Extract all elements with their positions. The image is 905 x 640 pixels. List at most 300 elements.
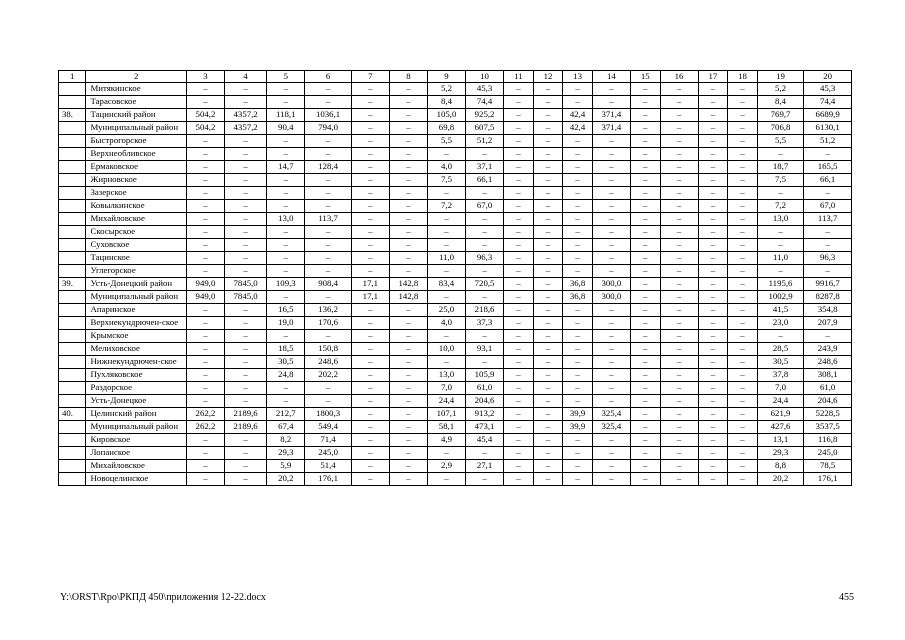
table-cell: 245,0: [305, 447, 352, 460]
table-cell: –: [563, 460, 593, 473]
row-name: Зазерское: [86, 187, 186, 200]
table-cell: 71,4: [305, 434, 352, 447]
table-cell: 300,0: [592, 291, 630, 304]
table-cell: –: [630, 356, 660, 369]
table-cell: 5,2: [757, 83, 804, 96]
table-cell: –: [698, 330, 728, 343]
table-cell: 300,0: [592, 278, 630, 291]
table-cell: –: [728, 395, 758, 408]
table-cell: 245,0: [804, 447, 852, 460]
table-cell: –: [660, 252, 698, 265]
table-cell: 212,7: [267, 408, 305, 421]
table-cell: 262,2: [186, 421, 224, 434]
table-cell: 8,4: [757, 96, 804, 109]
row-number: [59, 252, 86, 265]
table-row: [59, 304, 852, 317]
table-cell: –: [660, 161, 698, 174]
table-cell: 142,8: [389, 291, 427, 304]
table-cell: –: [698, 174, 728, 187]
table-cell: –: [533, 187, 563, 200]
table-cell: –: [504, 109, 534, 122]
table-cell: 20,2: [757, 473, 804, 486]
table-cell: –: [186, 252, 224, 265]
table-cell: 2,9: [427, 460, 465, 473]
table-cell: 30,5: [757, 356, 804, 369]
table-cell: 109,3: [267, 278, 305, 291]
table-cell: –: [533, 83, 563, 96]
table-cell: –: [660, 200, 698, 213]
table-cell: –: [660, 330, 698, 343]
table-cell: –: [224, 83, 266, 96]
row-number: [59, 200, 86, 213]
table-cell: –: [592, 460, 630, 473]
table-cell: –: [533, 226, 563, 239]
row-name: Лопанское: [86, 447, 186, 460]
table-cell: –: [698, 213, 728, 226]
row-number: [59, 395, 86, 408]
table-cell: –: [728, 174, 758, 187]
table-row: [59, 239, 852, 252]
table-cell: –: [224, 330, 266, 343]
row-name: Муниципальный район: [86, 421, 186, 434]
table-cell: –: [533, 265, 563, 278]
table-cell: –: [630, 434, 660, 447]
table-cell: –: [427, 447, 465, 460]
table-cell: –: [305, 239, 352, 252]
table-cell: –: [630, 122, 660, 135]
table-cell: 66,1: [466, 174, 504, 187]
table-cell: –: [389, 408, 427, 421]
table-cell: –: [533, 122, 563, 135]
table-row: [59, 330, 852, 343]
table-cell: –: [186, 135, 224, 148]
table-cell: –: [563, 96, 593, 109]
table-cell: 949,0: [186, 278, 224, 291]
table-cell: 37,3: [466, 317, 504, 330]
table-cell: 549,4: [305, 421, 352, 434]
table-cell: –: [630, 447, 660, 460]
table-cell: –: [466, 239, 504, 252]
table-cell: –: [389, 187, 427, 200]
table-cell: –: [563, 304, 593, 317]
table-cell: –: [660, 421, 698, 434]
table-cell: 165,5: [804, 161, 852, 174]
table-cell: 2189,6: [224, 408, 266, 421]
table-cell: –: [592, 304, 630, 317]
table-cell: –: [305, 382, 352, 395]
table-cell: –: [305, 200, 352, 213]
row-name: Ермаковское: [86, 161, 186, 174]
table-cell: –: [466, 213, 504, 226]
table-cell: 207,9: [804, 317, 852, 330]
column-header: 7: [351, 71, 389, 83]
table-cell: –: [630, 473, 660, 486]
table-cell: –: [466, 447, 504, 460]
table-cell: –: [533, 369, 563, 382]
table-cell: –: [804, 187, 852, 200]
table-cell: –: [660, 460, 698, 473]
column-header: 12: [533, 71, 563, 83]
table-cell: –: [305, 148, 352, 161]
table-cell: 1195,6: [757, 278, 804, 291]
table-cell: –: [563, 187, 593, 200]
table-cell: –: [351, 356, 389, 369]
table-cell: –: [224, 395, 266, 408]
table-cell: –: [698, 395, 728, 408]
table-cell: –: [186, 83, 224, 96]
table-cell: –: [698, 356, 728, 369]
table-cell: –: [698, 109, 728, 122]
table-row: [59, 395, 852, 408]
table-cell: 371,4: [592, 109, 630, 122]
table-cell: –: [728, 473, 758, 486]
table-cell: 66,1: [804, 174, 852, 187]
table-cell: –: [630, 252, 660, 265]
table-cell: –: [389, 265, 427, 278]
table-cell: –: [728, 96, 758, 109]
table-cell: 371,4: [592, 122, 630, 135]
table-cell: –: [504, 200, 534, 213]
column-header: 20: [804, 71, 852, 83]
table-cell: –: [186, 369, 224, 382]
table-cell: 706,8: [757, 122, 804, 135]
table-row: [59, 174, 852, 187]
row-number: [59, 135, 86, 148]
row-name: Усть-Донецкое: [86, 395, 186, 408]
table-cell: –: [504, 174, 534, 187]
table-cell: 262,2: [186, 408, 224, 421]
table-cell: –: [389, 226, 427, 239]
table-cell: 45,3: [804, 83, 852, 96]
row-number: [59, 265, 86, 278]
table-cell: –: [504, 473, 534, 486]
table-cell: 78,5: [804, 460, 852, 473]
table-cell: –: [351, 265, 389, 278]
table-cell: –: [224, 174, 266, 187]
table-cell: 116,8: [804, 434, 852, 447]
table-cell: –: [728, 161, 758, 174]
table-cell: –: [533, 343, 563, 356]
table-cell: –: [757, 187, 804, 200]
table-cell: 2189,6: [224, 421, 266, 434]
table-cell: –: [592, 369, 630, 382]
table-cell: 29,3: [267, 447, 305, 460]
row-name: Верхнекундрючен-ское: [86, 317, 186, 330]
row-number: [59, 291, 86, 304]
table-cell: 4357,2: [224, 122, 266, 135]
table-cell: –: [698, 434, 728, 447]
row-name: Ковылкинское: [86, 200, 186, 213]
table-cell: –: [728, 421, 758, 434]
table-cell: –: [351, 343, 389, 356]
table-cell: –: [305, 174, 352, 187]
table-cell: 61,0: [804, 382, 852, 395]
table-cell: –: [224, 200, 266, 213]
table-cell: –: [698, 447, 728, 460]
table-cell: 11,0: [427, 252, 465, 265]
table-cell: –: [466, 356, 504, 369]
table-row: [59, 200, 852, 213]
table-cell: –: [630, 317, 660, 330]
table-cell: –: [351, 460, 389, 473]
table-cell: 769,7: [757, 109, 804, 122]
table-cell: –: [224, 226, 266, 239]
table-cell: –: [728, 460, 758, 473]
column-header: 13: [563, 71, 593, 83]
table-cell: –: [660, 382, 698, 395]
table-cell: –: [267, 330, 305, 343]
table-cell: –: [504, 226, 534, 239]
table-cell: –: [698, 135, 728, 148]
row-number: [59, 473, 86, 486]
table-cell: –: [224, 356, 266, 369]
table-cell: 27,1: [466, 460, 504, 473]
table-cell: –: [186, 382, 224, 395]
table-cell: –: [224, 148, 266, 161]
table-cell: –: [563, 239, 593, 252]
table-cell: 39,9: [563, 421, 593, 434]
table-cell: –: [351, 421, 389, 434]
table-cell: 105,9: [466, 369, 504, 382]
table-cell: –: [728, 109, 758, 122]
table-cell: –: [533, 356, 563, 369]
table-cell: 4,0: [427, 161, 465, 174]
table-cell: –: [351, 83, 389, 96]
table-cell: 4357,2: [224, 109, 266, 122]
table-cell: 83,4: [427, 278, 465, 291]
row-number: [59, 343, 86, 356]
table-cell: –: [698, 265, 728, 278]
table-cell: –: [630, 304, 660, 317]
table-cell: –: [351, 447, 389, 460]
table-cell: –: [660, 343, 698, 356]
table-row: [59, 408, 852, 421]
table-row: [59, 434, 852, 447]
column-header: 3: [186, 71, 224, 83]
table-cell: –: [630, 382, 660, 395]
table-cell: –: [389, 200, 427, 213]
table-cell: 13,0: [427, 369, 465, 382]
table-cell: –: [533, 252, 563, 265]
table-cell: –: [224, 343, 266, 356]
table-cell: –: [660, 369, 698, 382]
table-row: [59, 226, 852, 239]
table-cell: –: [533, 447, 563, 460]
table-cell: 9916,7: [804, 278, 852, 291]
table-cell: –: [563, 356, 593, 369]
table-cell: –: [728, 343, 758, 356]
table-cell: –: [660, 109, 698, 122]
table-cell: –: [630, 408, 660, 421]
table-cell: –: [630, 291, 660, 304]
table-row: [59, 213, 852, 226]
table-cell: –: [224, 382, 266, 395]
table-cell: –: [533, 421, 563, 434]
table-cell: –: [305, 395, 352, 408]
table-cell: –: [351, 473, 389, 486]
table-cell: –: [592, 187, 630, 200]
table-cell: –: [660, 148, 698, 161]
table-cell: 504,2: [186, 122, 224, 135]
column-header: 17: [698, 71, 728, 83]
table-cell: 248,6: [804, 356, 852, 369]
table-cell: –: [563, 395, 593, 408]
table-cell: –: [533, 382, 563, 395]
row-number: [59, 330, 86, 343]
table-cell: –: [389, 252, 427, 265]
column-header: 11: [504, 71, 534, 83]
table-cell: –: [563, 161, 593, 174]
table-cell: 30,5: [267, 356, 305, 369]
table-cell: –: [504, 213, 534, 226]
table-cell: 11,0: [757, 252, 804, 265]
table-cell: –: [504, 434, 534, 447]
table-cell: 354,8: [804, 304, 852, 317]
table-cell: 7,5: [757, 174, 804, 187]
table-cell: –: [267, 382, 305, 395]
table-cell: 8,8: [757, 460, 804, 473]
row-name: Суховское: [86, 239, 186, 252]
table-cell: –: [533, 408, 563, 421]
table-cell: –: [592, 473, 630, 486]
table-cell: 36,8: [563, 278, 593, 291]
row-name: Углегорское: [86, 265, 186, 278]
table-cell: –: [504, 330, 534, 343]
table-cell: –: [504, 96, 534, 109]
table-cell: –: [389, 122, 427, 135]
table-cell: –: [728, 135, 758, 148]
row-name: Жирновское: [86, 174, 186, 187]
table-cell: –: [466, 187, 504, 200]
table-cell: –: [728, 239, 758, 252]
row-number: [59, 148, 86, 161]
table-cell: –: [533, 278, 563, 291]
table-cell: 8,4: [427, 96, 465, 109]
table-cell: 1800,3: [305, 408, 352, 421]
table-cell: 16,5: [267, 304, 305, 317]
table-row: [59, 122, 852, 135]
table-cell: –: [563, 135, 593, 148]
table-cell: –: [224, 96, 266, 109]
table-cell: –: [224, 369, 266, 382]
table-cell: –: [630, 200, 660, 213]
table-cell: –: [698, 200, 728, 213]
table-cell: –: [698, 239, 728, 252]
table-cell: –: [466, 291, 504, 304]
row-number: [59, 83, 86, 96]
table-cell: 28,5: [757, 343, 804, 356]
table-cell: –: [592, 83, 630, 96]
table-cell: –: [630, 278, 660, 291]
table-cell: 107,1: [427, 408, 465, 421]
table-cell: 720,5: [466, 278, 504, 291]
table-cell: –: [592, 252, 630, 265]
row-name: Верхнеобливское: [86, 148, 186, 161]
table-cell: –: [186, 96, 224, 109]
table-cell: –: [698, 161, 728, 174]
table-cell: –: [427, 330, 465, 343]
table-cell: 67,0: [466, 200, 504, 213]
table-cell: –: [804, 226, 852, 239]
table-cell: –: [592, 135, 630, 148]
table-cell: –: [630, 369, 660, 382]
table-cell: 96,3: [466, 252, 504, 265]
table-cell: –: [563, 148, 593, 161]
table-cell: 5,2: [427, 83, 465, 96]
row-number: [59, 122, 86, 135]
table-cell: –: [630, 395, 660, 408]
table-cell: –: [224, 135, 266, 148]
table-cell: –: [267, 395, 305, 408]
table-row: [59, 317, 852, 330]
table-cell: 3537,5: [804, 421, 852, 434]
table-cell: –: [186, 356, 224, 369]
table-cell: 794,0: [305, 122, 352, 135]
table-cell: –: [427, 291, 465, 304]
table-cell: 24,8: [267, 369, 305, 382]
table-cell: –: [563, 434, 593, 447]
table-cell: –: [504, 161, 534, 174]
table-cell: 37,1: [466, 161, 504, 174]
table-cell: –: [630, 213, 660, 226]
table-cell: –: [660, 174, 698, 187]
table-cell: –: [427, 148, 465, 161]
table-cell: –: [698, 421, 728, 434]
table-cell: 58,1: [427, 421, 465, 434]
table-cell: –: [389, 369, 427, 382]
table-cell: –: [728, 148, 758, 161]
table-cell: –: [427, 226, 465, 239]
table-cell: –: [389, 382, 427, 395]
table-cell: –: [389, 356, 427, 369]
table-cell: –: [466, 330, 504, 343]
table-cell: 5,9: [267, 460, 305, 473]
table-cell: 5,5: [427, 135, 465, 148]
table-cell: –: [660, 434, 698, 447]
table-cell: –: [504, 382, 534, 395]
table-cell: –: [224, 317, 266, 330]
table-cell: –: [698, 369, 728, 382]
table-cell: 325,4: [592, 408, 630, 421]
table-cell: –: [224, 187, 266, 200]
table-cell: –: [698, 291, 728, 304]
table-cell: –: [563, 226, 593, 239]
row-name: Целинский район: [86, 408, 186, 421]
table-cell: –: [351, 109, 389, 122]
table-cell: –: [660, 317, 698, 330]
row-name: Пухляковское: [86, 369, 186, 382]
column-header: 2: [86, 71, 186, 83]
row-name: Кировское: [86, 434, 186, 447]
table-row: [59, 343, 852, 356]
table-cell: –: [186, 343, 224, 356]
row-name: Крымское: [86, 330, 186, 343]
page-number: 455: [839, 592, 854, 603]
table-cell: –: [728, 408, 758, 421]
table-cell: 96,3: [804, 252, 852, 265]
table-cell: –: [660, 265, 698, 278]
table-cell: –: [267, 187, 305, 200]
table-cell: 4,9: [427, 434, 465, 447]
row-name: Быстрогорское: [86, 135, 186, 148]
table-cell: –: [563, 265, 593, 278]
table-cell: –: [757, 239, 804, 252]
table-cell: –: [389, 421, 427, 434]
table-cell: –: [504, 135, 534, 148]
column-header: 6: [305, 71, 352, 83]
table-cell: –: [533, 96, 563, 109]
table-cell: –: [267, 148, 305, 161]
